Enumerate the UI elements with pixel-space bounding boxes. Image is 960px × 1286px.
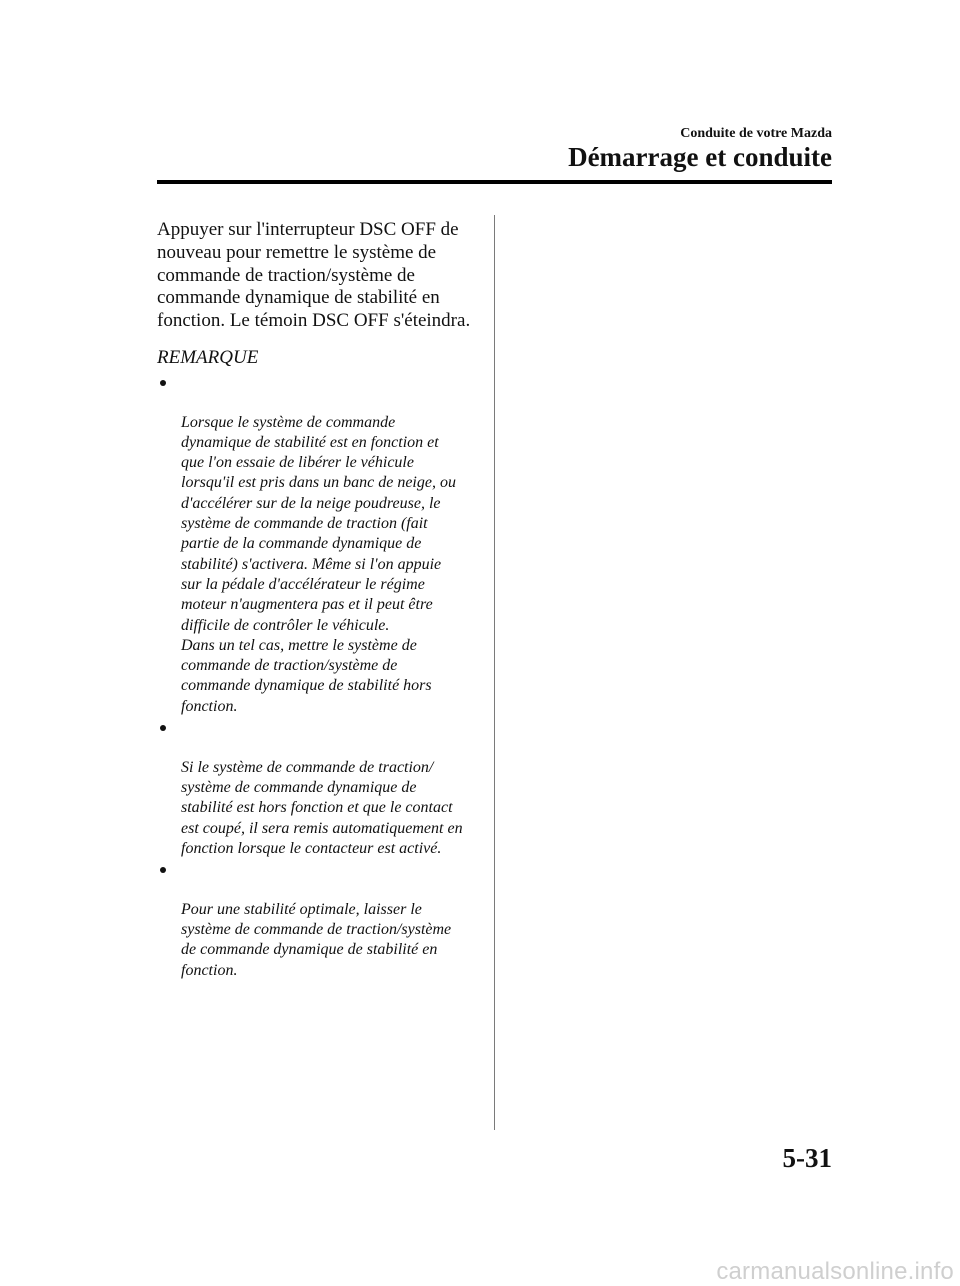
note-text: Pour une stabilité optimale, laisser le système de commande de traction/système de commande dynamique de stabilité en fonction. [181, 900, 452, 979]
header-rule [157, 180, 832, 184]
page-number: 5-31 [782, 1143, 832, 1173]
bullet-icon [160, 867, 166, 873]
note-item [157, 859, 482, 981]
intro-paragraph: Appuyer sur l'interrupteur DSC OFF de nouveau pour remettre le système de commande de traction/système de commande dynamique de stabilité en fonction. Le témoin DSC OFF s'éteindra. [157, 219, 471, 332]
note-item [157, 372, 482, 717]
note-text: Lorsque le système de commande dynamique de stabilité est en fonction et que l'on essaie de libérer le véhicule lorsqu'il est pris dans un banc de neige, ou d'accélérer sur de la neige poudreuse, le système de commande de traction (fait partie de la commande dynamique de stabilité) s'activera. Même si l'on appuie sur la pédale d'accélérateur le régime moteur n'augmentera pas et il peut être difficile de contrôler le véhicule. Dans un tel cas, mettre le système de commande de traction/système de commande dynamique de stabilité hors fonction. [181, 413, 456, 715]
section-label: Conduite de votre Mazda [680, 126, 832, 141]
column-divider [494, 215, 495, 1130]
note-title: REMARQUE [157, 346, 259, 368]
bullet-icon [160, 725, 166, 731]
note-text: Si le système de commande de traction/ système de commande dynamique de stabilité est hors fonction et que le contact est coupé, il sera remis automatiquement en fonction lorsque le contacteur est activé. [181, 758, 463, 857]
note-item [157, 717, 482, 859]
note-list [157, 372, 482, 981]
page-title: Démarrage et conduite [568, 142, 832, 172]
bullet-icon [160, 380, 166, 386]
watermark-link[interactable]: carmanualsonline.info [716, 1258, 954, 1285]
left-column [157, 219, 482, 981]
